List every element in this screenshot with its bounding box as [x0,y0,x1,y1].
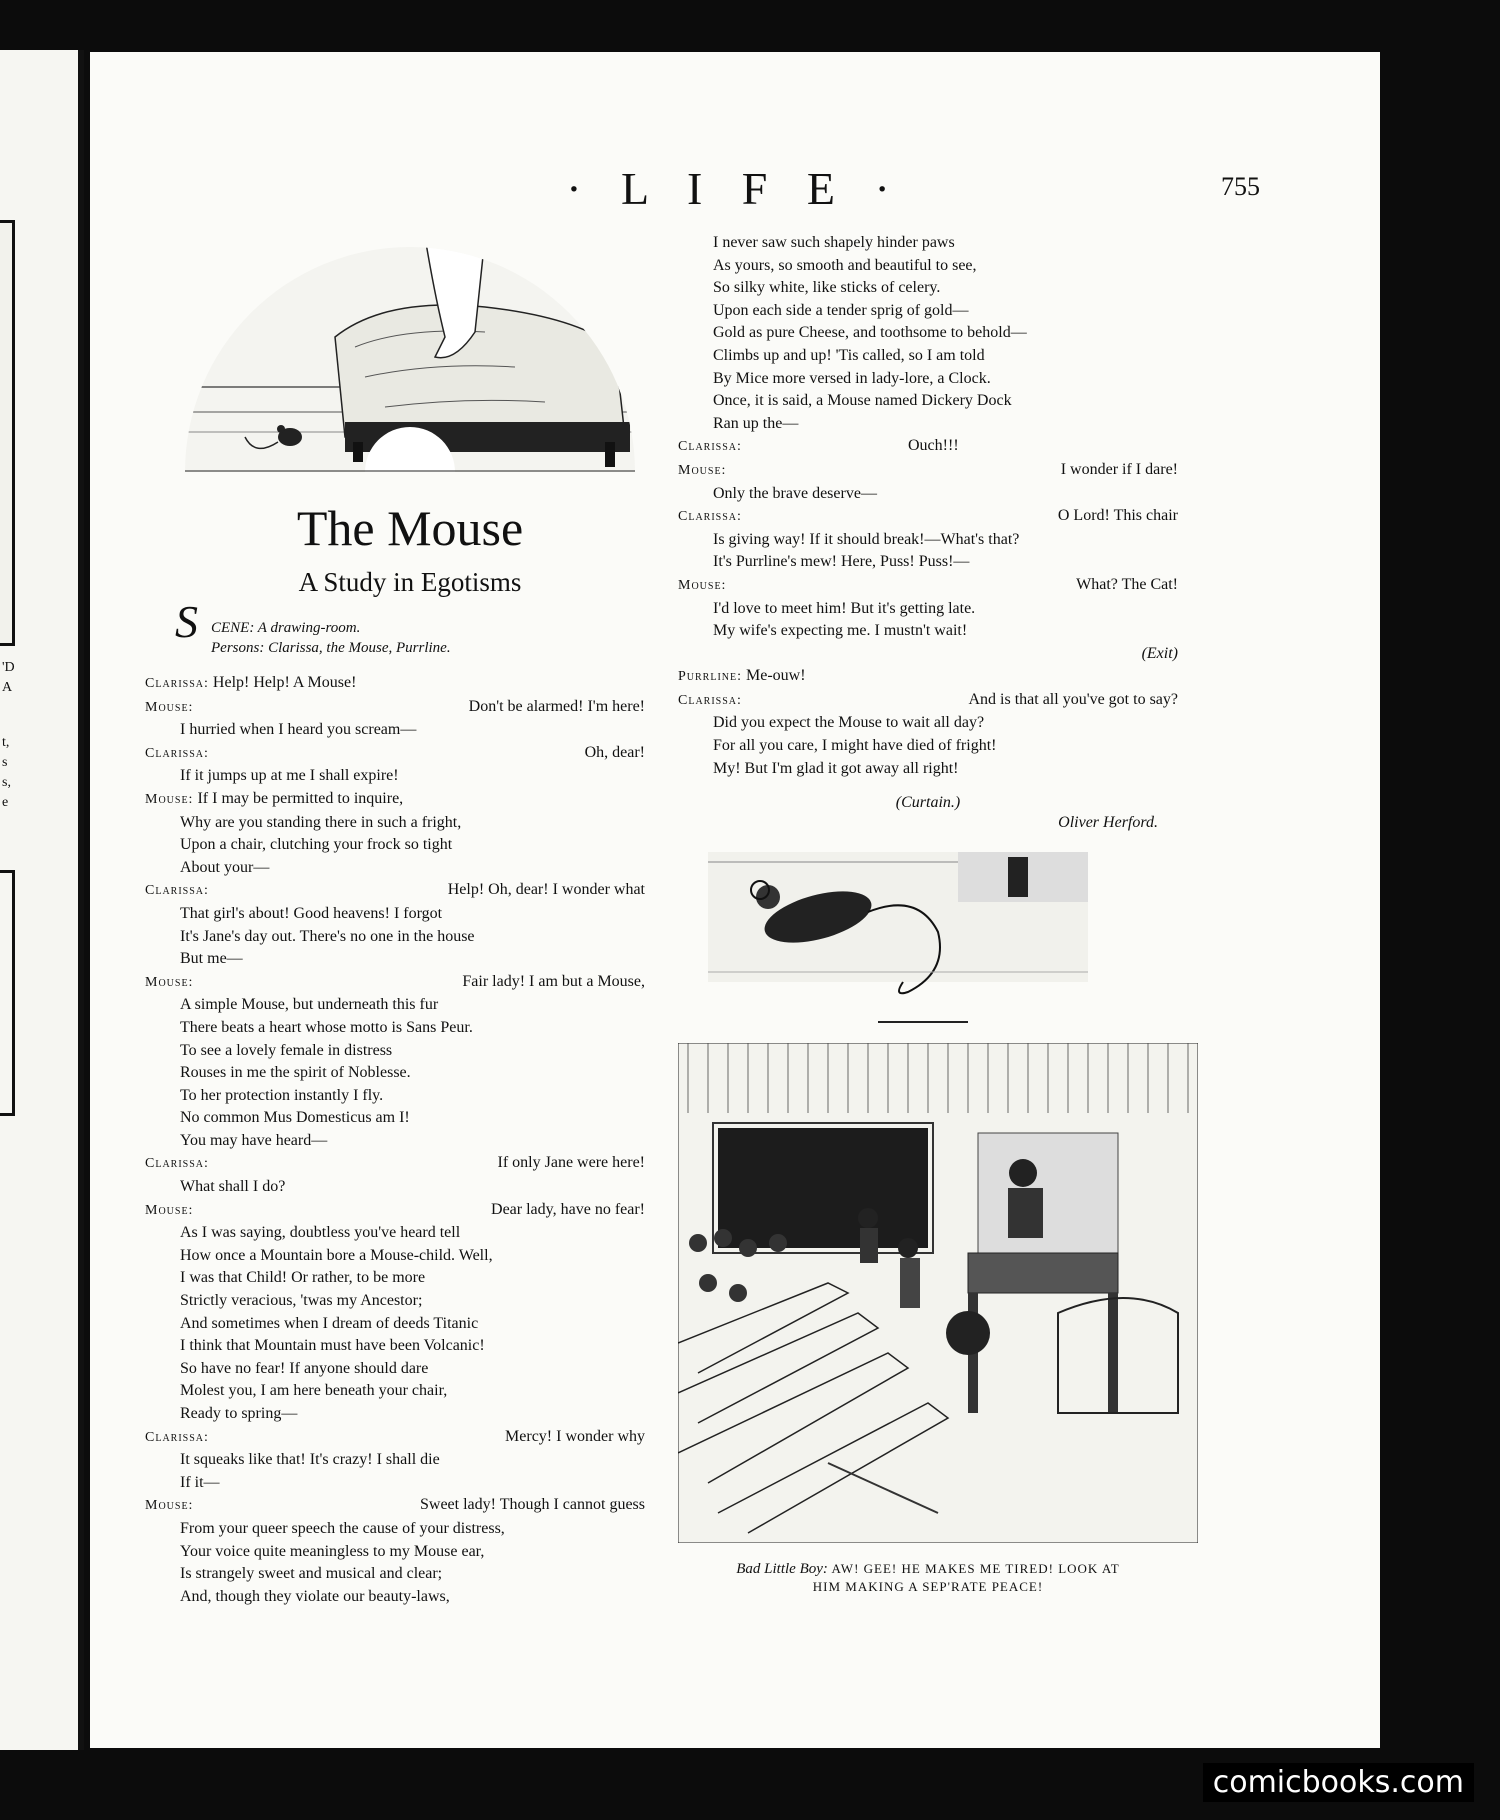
verse-line: Strictly veracious, 'twas my Ancestor; [180,1292,423,1310]
speaker-name: Clarissa: [678,692,742,708]
verse-line [145,1426,645,1450]
speaker-name: Mouse: [145,791,194,807]
scene-heading [175,596,645,658]
verse-line: Once, it is said, a Mouse named Dickery Dock [713,392,1012,410]
speaker-name: Clarissa: [145,1429,209,1445]
verse-line [145,1152,645,1176]
caption-line: AW! GEE! HE MAKES ME TIRED! LOOK AT [831,1561,1120,1577]
caption-line: HIM MAKING A SEP'RATE PEACE! [812,1579,1044,1595]
verse-line: There beats a heart whose motto is Sans Peur. [180,1018,473,1036]
verse-line: Is giving way! If it should break!—What's that? [713,530,1020,548]
verse-line [145,879,645,903]
line-text: O Lord! This chair [1057,507,1178,525]
verse-line: It's Purrline's mew! Here, Puss! Puss!— [713,553,970,571]
verse-line: My wife's expecting me. I mustn't wait! [713,622,968,640]
adjacent-page-text: t, [2,735,10,750]
verse-line: Molest you, I am here beneath your chair, [180,1382,448,1400]
verse-line [145,1199,645,1223]
article-subtitle: A Study in Egotisms [298,567,522,597]
verse-line [145,696,645,720]
verse-line: Ran up the— [713,414,799,432]
classroom-cartoon [678,1043,1198,1543]
speaker-name: Mouse: [678,577,727,593]
verse-line: How once a Mountain bore a Mouse-child. Well, [180,1246,493,1264]
verse-line: Gold as pure Cheese, and toothsome to behold— [713,324,1027,342]
speaker-name: Clarissa: [678,439,742,455]
verse-line [145,672,645,696]
cartoon-caption [678,1560,1178,1595]
verse-line: Only the brave deserve— [713,484,877,502]
line-text: I wonder if I dare! [1060,460,1178,478]
verse-line [678,459,1178,483]
speaker-name: Mouse: [145,699,194,715]
adjacent-page-text: 'D [2,660,15,675]
line-text: Fair lady! I am but a Mouse, [462,972,645,990]
verse-left [145,672,645,1608]
line-text: Dear lady, have no fear! [491,1200,645,1218]
adjacent-page-illustration-fragment [0,220,15,646]
verse-line: Ready to spring— [180,1405,298,1422]
verse-line [678,665,1178,689]
line-text: Help! Help! A Mouse! [212,674,357,691]
verse-line: So have no fear! If anyone should dare [180,1359,429,1377]
line-text: Oh, dear! [584,743,645,761]
verse-line: Is strangely sweet and musical and clear; [180,1565,443,1583]
verse-line: I never saw such shapely hinder paws [713,234,955,251]
adjacent-page-text: e [2,795,9,810]
speaker-name: Clarissa: [678,509,742,525]
line-text: Mercy! I wonder why [505,1427,645,1445]
author-signature: Oliver Herford. [1058,814,1158,832]
verse-line: Your voice quite meaningless to my Mouse ear, [180,1542,485,1560]
adjacent-page-text: s, [2,775,11,790]
verse-line: But me— [180,950,243,968]
verse-line: It squeaks like that! It's crazy! I shall die [180,1451,440,1469]
verse-line: Did you expect the Mouse to wait all day? [713,714,985,732]
verse-line: To her protection instantly I fly. [180,1086,384,1104]
line-text: Don't be alarmed! I'm here! [468,697,645,715]
verse-line: That girl's about! Good heavens! I forgot [180,904,443,922]
speaker-name: Purrline: [678,669,743,685]
drop-cap: S [175,596,198,647]
right-column [678,232,1178,1595]
verse-right [678,232,1178,780]
adjacent-page-strip [0,50,80,1750]
verse-line: For all you care, I might have died of fright! [713,737,997,755]
scene-line: CENE: A drawing-room. [211,620,361,636]
verse-line: What shall I do? [180,1178,286,1196]
verse-line [678,574,1178,598]
speaker-name: Mouse: [145,1498,194,1514]
verse-line: To see a lovely female in distress [180,1041,393,1059]
verse-line: By Mice more versed in lady-lore, a Clock. [713,369,991,387]
verse-line: (Exit) [1141,644,1178,662]
verse-line [145,788,645,812]
adjacent-page-box-fragment [0,870,15,1116]
verse-line: Climbs up and up! 'Tis called, so I am told [713,346,985,364]
verse-line [678,505,1178,529]
verse-line: Rouses in me the spirit of Noblesse. [180,1064,411,1082]
verse-line: No common Mus Domesticus am I! [180,1109,410,1127]
verse-line [145,742,645,766]
adjacent-page-text: s [2,755,8,770]
verse-line [678,435,1178,459]
speaker-name: Clarissa: [145,676,209,691]
separator-rule [878,1021,968,1023]
speaker-name: Clarissa: [145,883,209,899]
verse-line: As yours, so smooth and beautiful to see, [713,256,977,274]
adjacent-page-text: A [2,680,13,695]
verse-line: Why are you standing there in such a fright, [180,813,462,831]
line-text: If only Jane were here! [497,1154,645,1172]
verse-line: From your queer speech the cause of your distress, [180,1519,505,1537]
watermark-logo: comicbooks.com [1203,1763,1474,1802]
speaker-name: Mouse: [145,1202,194,1218]
header-illustration [185,237,635,472]
speaker-name: Mouse: [678,462,727,478]
verse-line: So silky white, like sticks of celery. [713,279,941,297]
line-text: If I may be permitted to inquire, [197,789,404,807]
speaker-name: Clarissa: [145,745,209,761]
verse-line [145,971,645,995]
line-text: Me-ouw! [746,667,806,685]
article-title: The Mouse [296,500,524,556]
verse-line: It's Jane's day out. There's no one in the house [180,927,475,945]
mouse-illustration [708,852,1088,1002]
masthead: · L I F E · [566,163,904,214]
verse-line: My! But I'm glad it got away all right! [713,759,959,777]
verse-line: Upon a chair, clutching your frock so tight [180,836,453,854]
verse-line: I'd love to meet him! But it's getting late. [713,599,976,617]
verse-line [678,689,1178,713]
verse-line: About your— [180,858,270,876]
verse-line: As I was saying, doubtless you've heard tell [180,1224,461,1242]
speaker-name: Mouse: [145,974,194,990]
verse-line: You may have heard— [180,1131,328,1149]
line-text: And is that all you've got to say? [968,690,1178,708]
caption-speaker: Bad Little Boy: [736,1561,828,1578]
line-text: Sweet lady! Though I cannot guess [420,1496,645,1514]
verse-line [145,1494,645,1518]
verse-line: If it jumps up at me I shall expire! [180,767,399,785]
verse-line: I think that Mountain must have been Volcanic! [180,1337,485,1355]
speaker-name: Clarissa: [145,1156,209,1172]
page-gutter [78,50,84,1750]
left-column [145,237,645,1608]
page-number: 755 [1221,172,1260,201]
verse-line: I was that Child! Or rather, to be more [180,1269,426,1287]
magazine-page [90,52,1380,1748]
line-text: Help! Oh, dear! I wonder what [447,881,645,899]
verse-line: A simple Mouse, but underneath this fur [180,996,439,1014]
verse-line: And, though they violate our beauty-laws, [180,1587,450,1605]
line-text: Ouch!!! [908,437,959,455]
verse-line: Upon each side a tender sprig of gold— [713,301,969,319]
verse-line: And sometimes when I dream of deeds Titanic [180,1314,479,1332]
verse-line: If it— [180,1473,220,1491]
curtain-note: (Curtain.) [895,794,961,812]
line-text: What? The Cat! [1076,575,1178,593]
persons-line: Persons: Clarissa, the Mouse, Purrline. [211,640,451,656]
verse-line: I hurried when I heard you scream— [180,721,417,739]
